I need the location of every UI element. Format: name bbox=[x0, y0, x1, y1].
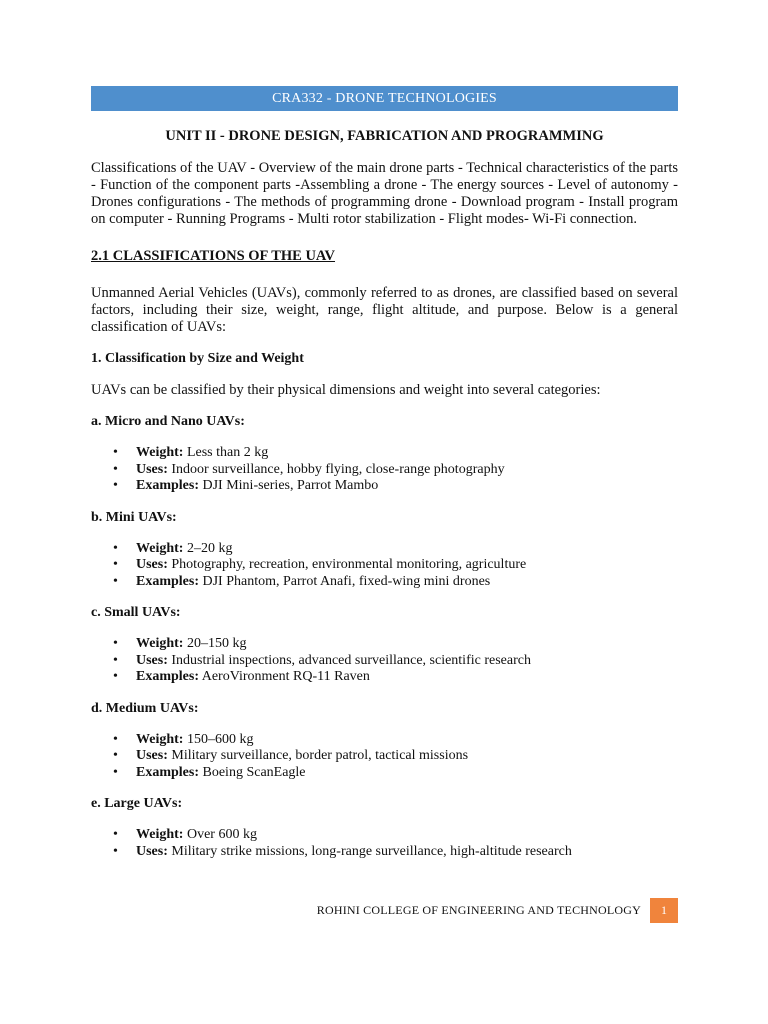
bullet-item bbox=[91, 445, 678, 462]
category-heading: d. Medium UAVs: bbox=[91, 700, 199, 716]
bullet-item bbox=[91, 765, 678, 782]
bullet-key: Uses: bbox=[136, 652, 168, 668]
bullet-icon: • bbox=[113, 827, 118, 842]
bullet-value: Industrial inspections, advanced surveillance, scientific research bbox=[171, 652, 531, 668]
page-footer bbox=[91, 898, 678, 923]
bullet-item bbox=[91, 827, 678, 844]
bullet-key: Examples: bbox=[136, 764, 199, 780]
bullet-item bbox=[91, 462, 678, 479]
bullet-value: AeroVironment RQ-11 Raven bbox=[201, 669, 370, 684]
bullet-icon: • bbox=[113, 748, 118, 763]
bullet-item bbox=[91, 669, 678, 686]
bullet-key: Uses: bbox=[136, 843, 168, 859]
bullet-item bbox=[91, 748, 678, 765]
unit-title: UNIT II - DRONE DESIGN, FABRICATION AND PROGRAMMING bbox=[165, 128, 604, 144]
bullet-key: Weight: bbox=[136, 636, 184, 651]
bullet-key: Examples: bbox=[136, 573, 199, 589]
bullet-icon: • bbox=[113, 540, 118, 556]
bullet-icon: • bbox=[113, 669, 118, 684]
bullet-item bbox=[91, 653, 678, 670]
bullet-key: Weight: bbox=[136, 540, 184, 556]
section-heading: 2.1 CLASSIFICATIONS OF THE UAV bbox=[91, 248, 336, 264]
category-list bbox=[91, 414, 678, 860]
classification-intro: UAVs can be classified by their physical dimensions and weight into several categories: bbox=[91, 382, 601, 398]
category-heading: b. Mini UAVs: bbox=[91, 509, 177, 525]
bullet-value: Over 600 kg bbox=[186, 827, 257, 842]
bullet-key: Examples: bbox=[136, 478, 199, 493]
bullet-item bbox=[91, 541, 678, 558]
bullet-value: 2–20 kg bbox=[186, 540, 233, 556]
category-bullet-list bbox=[91, 636, 678, 686]
bullet-icon: • bbox=[113, 478, 118, 493]
bullet-value: Military surveillance, border patrol, tactical missions bbox=[171, 748, 469, 763]
bullet-value: DJI Mini-series, Parrot Mambo bbox=[202, 478, 379, 493]
category-heading: e. Large UAVs: bbox=[91, 796, 183, 811]
bullet-item bbox=[91, 844, 678, 861]
bullet-key: Weight: bbox=[136, 827, 184, 842]
bullet-key: Uses: bbox=[136, 748, 168, 763]
course-title: CRA332 - DRONE TECHNOLOGIES bbox=[272, 91, 497, 106]
bullet-icon: • bbox=[113, 461, 118, 477]
bullet-icon: • bbox=[113, 557, 118, 572]
bullet-item bbox=[91, 574, 678, 591]
bullet-value: Indoor surveillance, hobby flying, close-range photography bbox=[171, 461, 505, 477]
category-bullet-list bbox=[91, 541, 678, 591]
bullet-key: Uses: bbox=[136, 557, 168, 572]
bullet-icon: • bbox=[113, 843, 118, 859]
bullet-key: Uses: bbox=[136, 461, 168, 477]
bullet-icon: • bbox=[113, 764, 118, 780]
bullet-icon: • bbox=[113, 445, 118, 460]
bullet-icon: • bbox=[113, 573, 118, 589]
bullet-icon: • bbox=[113, 652, 118, 668]
bullet-value: DJI Phantom, Parrot Anafi, fixed-wing mini drones bbox=[202, 573, 491, 589]
bullet-value: 20–150 kg bbox=[186, 636, 247, 651]
bullet-value: Less than 2 kg bbox=[186, 445, 269, 460]
bullet-item bbox=[91, 732, 678, 749]
category-bullet-list bbox=[91, 732, 678, 782]
bullet-item bbox=[91, 636, 678, 653]
bullet-item bbox=[91, 478, 678, 495]
course-header-bar bbox=[91, 86, 678, 111]
bullet-value: Boeing ScanEagle bbox=[202, 764, 306, 780]
page-number-badge: 1 bbox=[650, 898, 678, 923]
bullet-icon: • bbox=[113, 636, 118, 651]
unit-topics-paragraph: Classifications of the UAV - Overview of the main drone parts - Technical characteristics of the parts - Function of the component parts -Assembling a drone - The energy sources - Level of autonomy - Drones configurations - The methods of programming drone - Download program - Install program on computer - Running Programs - Multi rotor stabilization - Flight modes- Wi-Fi connection. bbox=[91, 160, 678, 227]
bullet-icon: • bbox=[113, 731, 118, 747]
bullet-key: Weight: bbox=[136, 731, 184, 747]
document-page bbox=[91, 86, 678, 860]
classification-subheading: 1. Classification by Size and Weight bbox=[91, 351, 304, 366]
section-intro-paragraph: Unmanned Aerial Vehicles (UAVs), commonly referred to as drones, are classified based on several factors, including their size, weight, range, flight altitude, and purpose. Below is a general classification of UAVs: bbox=[91, 285, 678, 335]
category-bullet-list bbox=[91, 827, 678, 860]
bullet-value: Photography, recreation, environmental monitoring, agriculture bbox=[171, 557, 527, 572]
bullet-value: 150–600 kg bbox=[186, 731, 254, 747]
bullet-key: Weight: bbox=[136, 445, 184, 460]
bullet-item bbox=[91, 557, 678, 574]
bullet-key: Examples: bbox=[136, 669, 199, 684]
bullet-value: Military strike missions, long-range surveillance, high-altitude research bbox=[171, 843, 572, 859]
category-heading: c. Small UAVs: bbox=[91, 605, 181, 620]
institution-name: ROHINI COLLEGE OF ENGINEERING AND TECHNOLOGY bbox=[316, 903, 641, 917]
category-heading: a. Micro and Nano UAVs: bbox=[91, 414, 245, 429]
category-bullet-list bbox=[91, 445, 678, 495]
